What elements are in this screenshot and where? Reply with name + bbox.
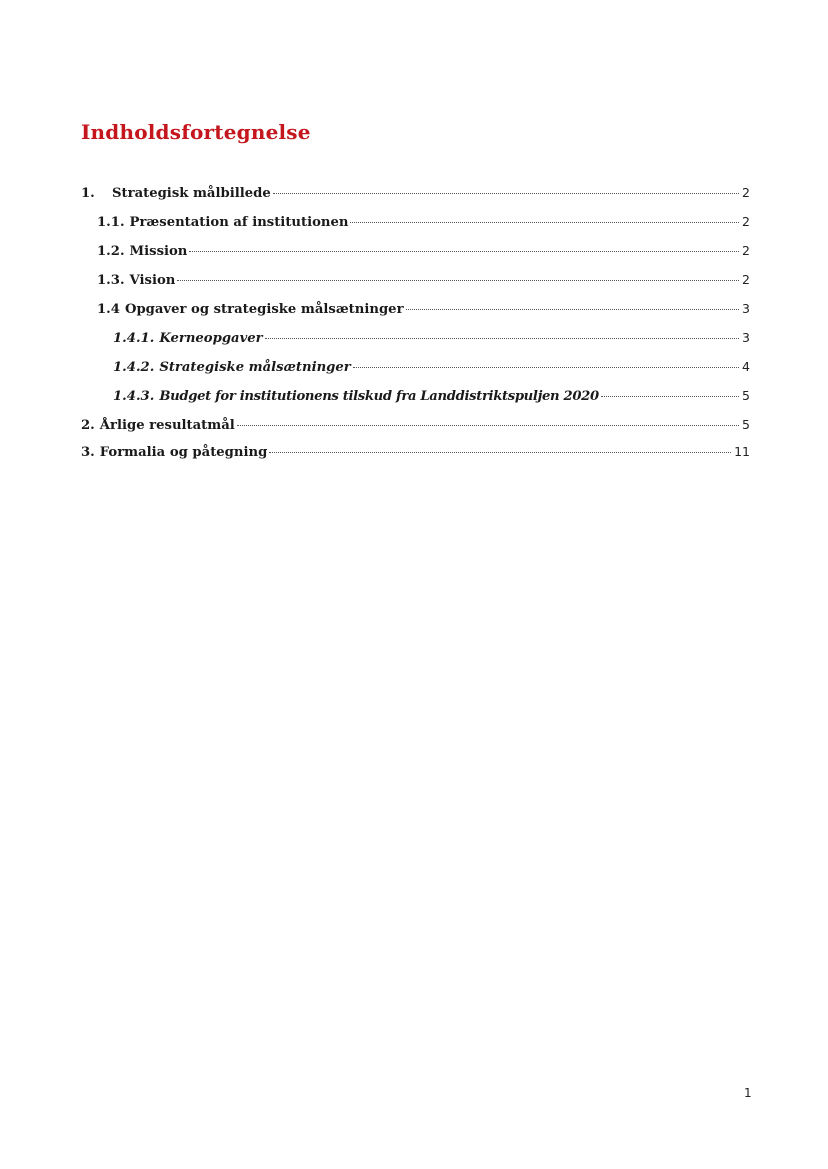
toc-entry-number: 1.4.2. — [113, 360, 155, 375]
toc-entry-1-2[interactable] — [97, 240, 750, 262]
toc-entry-title: Strategisk målbillede — [112, 186, 271, 201]
toc-entry-1-4-1[interactable] — [113, 327, 750, 349]
toc-entry-page: 2 — [742, 272, 750, 287]
toc-entry-page: 11 — [734, 444, 750, 459]
toc-entry-page: 2 — [742, 185, 750, 200]
toc-dot-leader — [601, 396, 739, 397]
toc-dot-leader — [273, 193, 739, 194]
toc-entry-title: Opgaver og strategiske målsætninger — [124, 302, 404, 317]
toc-entry-title: Formalia og påtegning — [99, 445, 268, 460]
toc-entry-number: 1.4 — [97, 302, 120, 317]
toc-entry-title: Årlige resultatmål — [99, 418, 235, 433]
toc-entry-page: 3 — [742, 301, 750, 316]
page-number: 1 — [744, 1086, 752, 1100]
toc-entry-title: Præsentation af institutionen — [129, 215, 349, 230]
toc-entry-number: 1.4.1. — [113, 331, 155, 346]
toc-entry-1[interactable] — [81, 182, 750, 204]
toc-entry-number: 1.2. — [97, 244, 125, 259]
toc-dot-leader — [269, 452, 731, 453]
toc-entry-1-4[interactable] — [97, 298, 750, 320]
toc-entry-number: 1.4.3. — [113, 389, 155, 404]
toc-entry-2[interactable] — [81, 414, 750, 436]
toc-entry-number: 1.3. — [97, 273, 125, 288]
toc-dot-leader — [189, 251, 739, 252]
toc-entry-page: 5 — [742, 417, 750, 432]
toc-entry-title: Vision — [129, 273, 176, 288]
toc-entry-page: 5 — [742, 388, 750, 403]
toc-entry-number: 1.1. — [97, 215, 125, 230]
toc-entry-number: 1. — [81, 186, 95, 201]
toc-entry-title: Mission — [129, 244, 188, 259]
toc-entry-title: Kerneopgaver — [159, 331, 263, 346]
toc-entry-page: 4 — [742, 359, 750, 374]
toc-dot-leader — [265, 338, 739, 339]
toc-dot-leader — [406, 309, 739, 310]
toc-entry-number: 3. — [81, 445, 95, 460]
toc-entry-title: Budget for institutionens tilskud fra Landdistriktspuljen 2020 — [159, 389, 599, 404]
toc-heading: Indholdsfortegnelse — [81, 120, 311, 144]
toc-dot-leader — [237, 425, 739, 426]
toc-entry-page: 2 — [742, 243, 750, 258]
toc-entry-title: Strategiske målsætninger — [159, 360, 351, 375]
toc-entry-page: 2 — [742, 214, 750, 229]
toc-entry-3[interactable] — [81, 441, 750, 463]
toc-entry-1-4-2[interactable] — [113, 356, 750, 378]
toc-dot-leader — [177, 280, 739, 281]
toc-entry-1-4-3[interactable] — [113, 385, 750, 407]
toc-entry-number: 2. — [81, 418, 95, 433]
toc-dot-leader — [350, 222, 739, 223]
toc-entry-1-3[interactable] — [97, 269, 750, 291]
toc-entry-1-1[interactable] — [97, 211, 750, 233]
toc-dot-leader — [353, 367, 739, 368]
toc-entry-page: 3 — [742, 330, 750, 345]
